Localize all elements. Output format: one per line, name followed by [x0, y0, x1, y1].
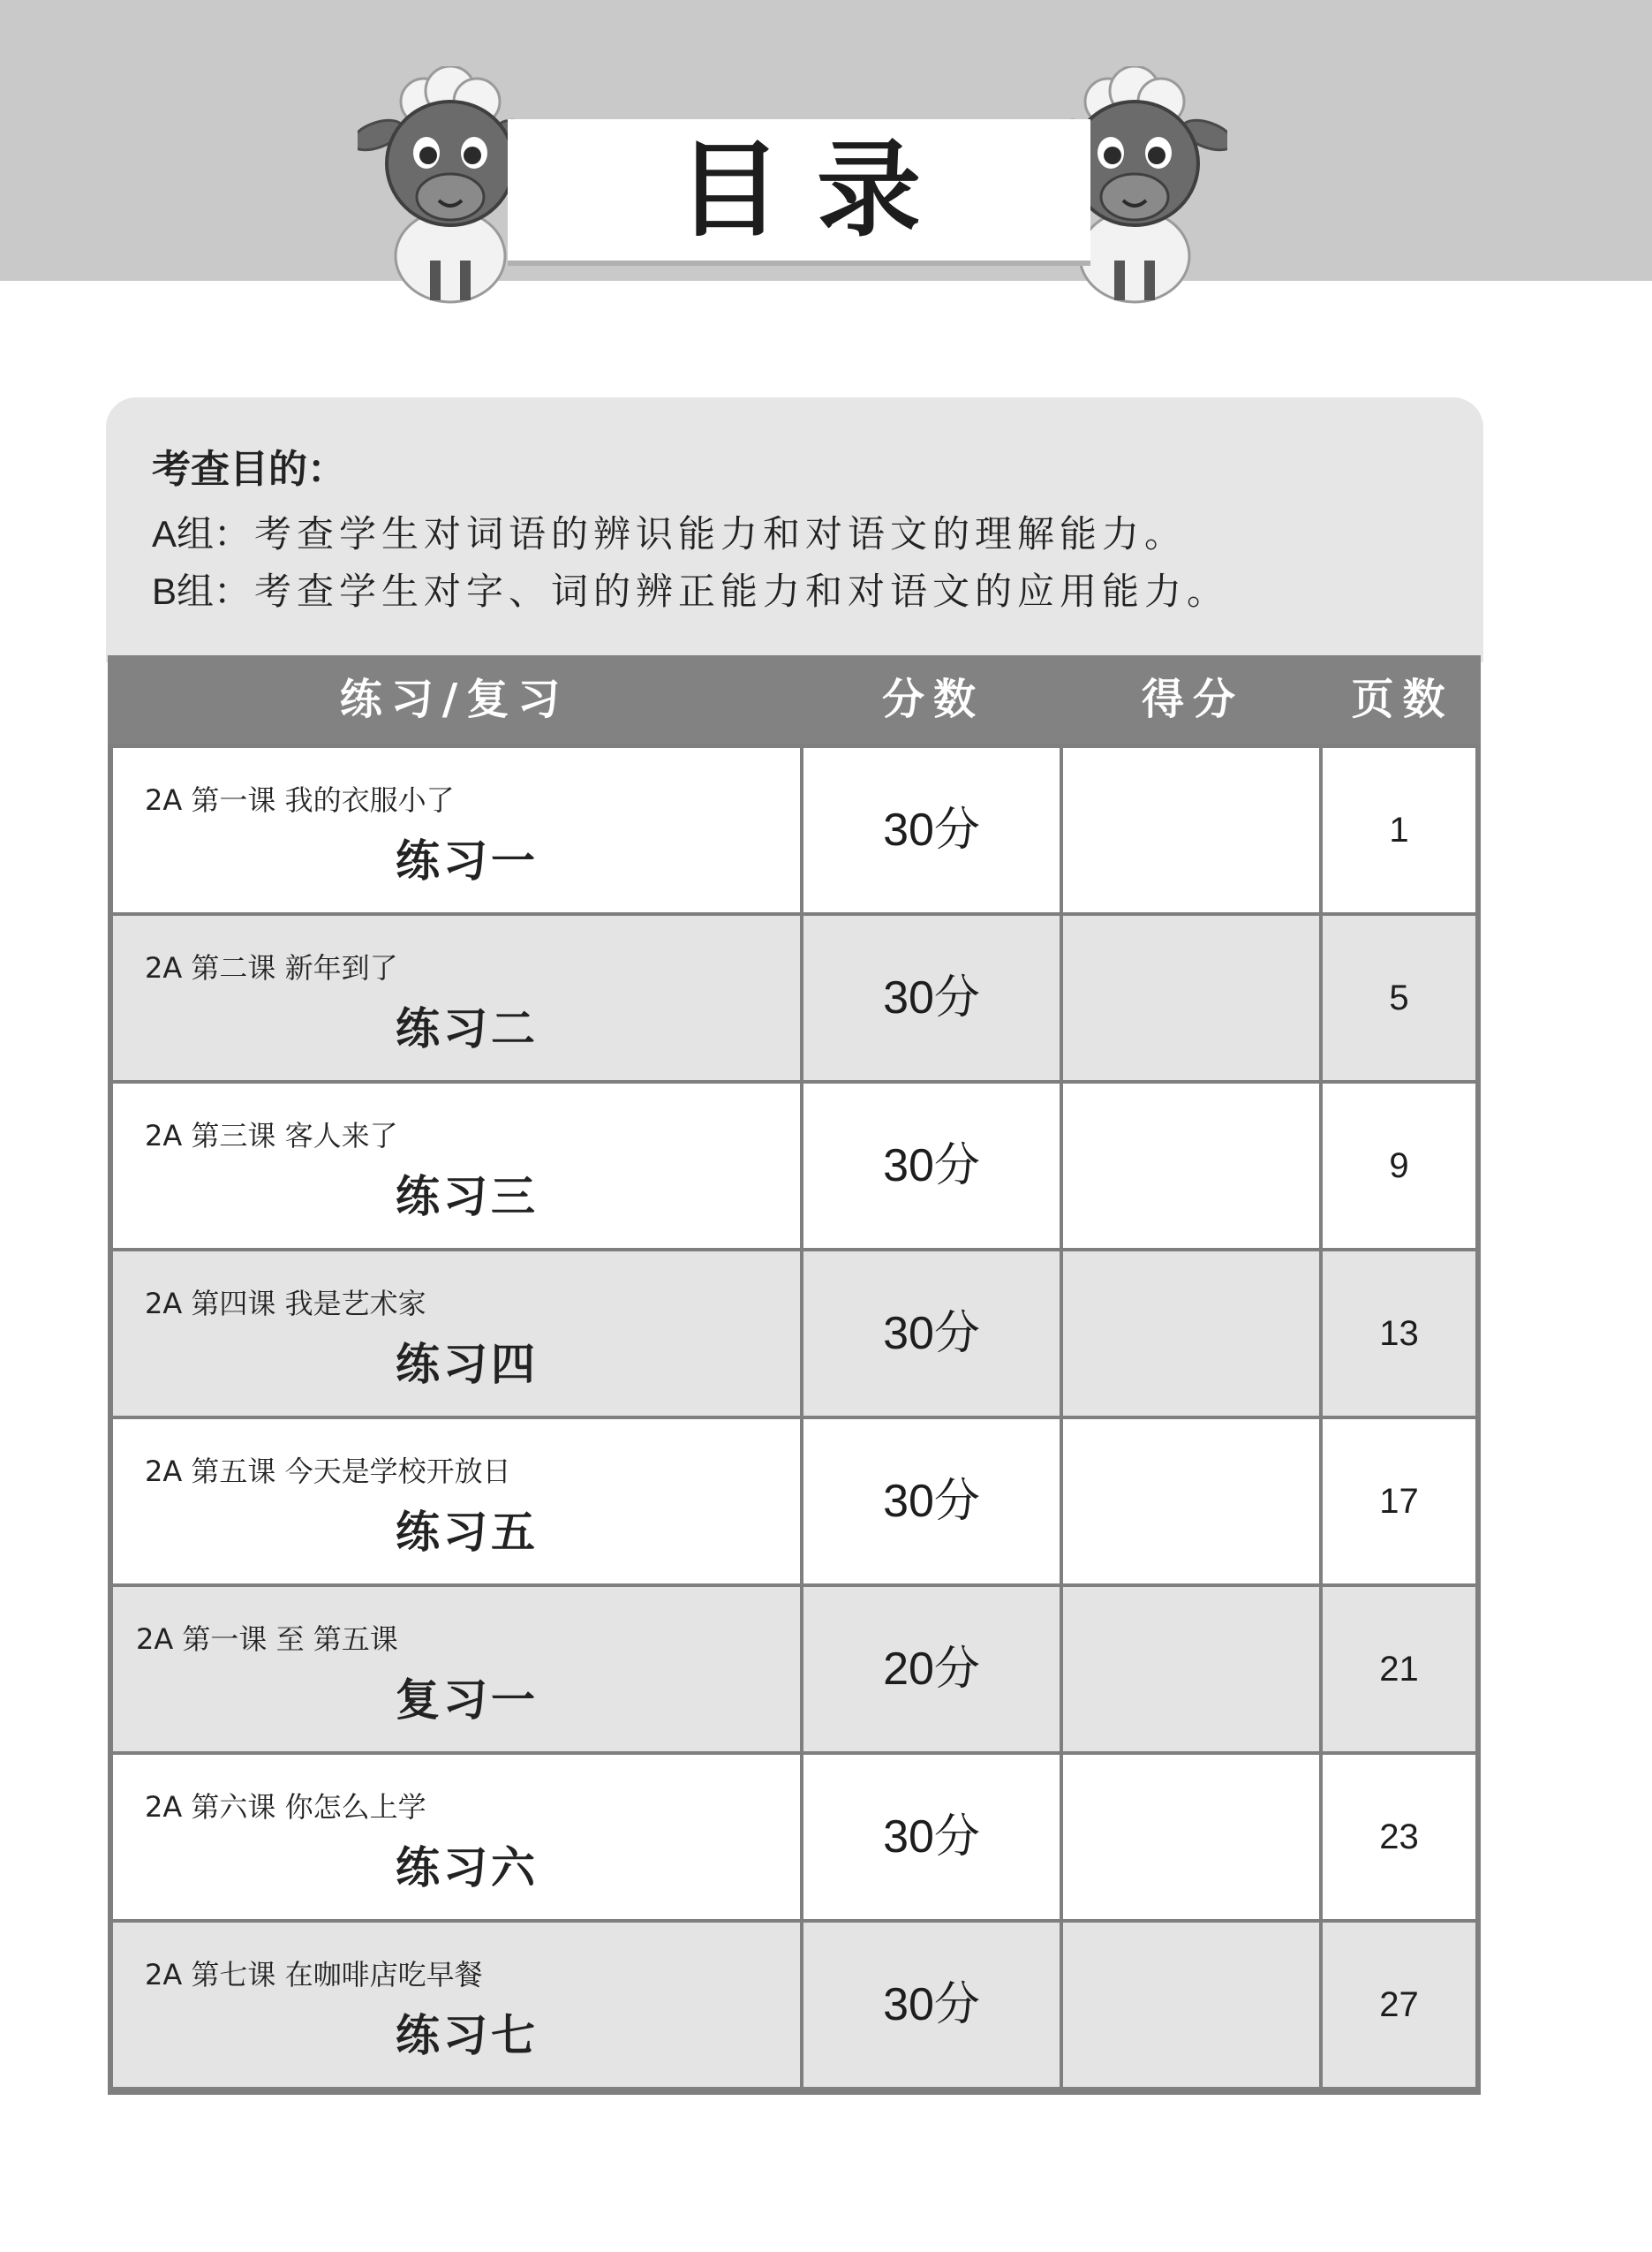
- purpose-group-label: B组：: [152, 571, 252, 612]
- page-number: 13: [1379, 1314, 1419, 1353]
- header-exercise: 练习/复习: [339, 675, 570, 724]
- score-number: 30: [883, 1476, 934, 1527]
- table-row: [113, 1251, 1475, 1416]
- exercise-name: 练习六: [396, 1842, 539, 1893]
- page-cell: [1323, 748, 1475, 912]
- page-number: 21: [1379, 1650, 1419, 1689]
- header-earned: 得分: [1141, 675, 1244, 724]
- table-body: [108, 744, 1481, 2095]
- lesson-title: 2A 第一课 至 第五课: [136, 1622, 398, 1656]
- score-unit: 分: [933, 804, 980, 857]
- earned-score-cell[interactable]: [1063, 1755, 1319, 1919]
- page-number: 27: [1379, 1985, 1419, 2024]
- header-score: 分数: [881, 675, 984, 724]
- score-cell: [803, 1419, 1060, 1583]
- exercise-cell: [113, 1755, 800, 1919]
- score-value: [803, 748, 1060, 912]
- lesson-title: 2A 第二课 新年到了: [145, 951, 398, 985]
- score-value: [803, 1084, 1060, 1248]
- lesson-title: 2A 第一课 我的衣服小了: [145, 783, 455, 817]
- score-number: 30: [883, 1140, 934, 1191]
- earned-score-cell[interactable]: [1063, 916, 1319, 1080]
- score-unit: 分: [933, 1810, 980, 1863]
- score-unit: 分: [933, 1643, 980, 1696]
- header-page: 页数: [1351, 675, 1454, 724]
- exercise-cell: [113, 1923, 800, 2087]
- score-value: [803, 1587, 1060, 1751]
- page-cell: [1323, 1587, 1475, 1751]
- score-unit: 分: [933, 1139, 980, 1192]
- lesson-title: 2A 第七课 在咖啡店吃早餐: [145, 1958, 483, 1991]
- score-cell: [803, 916, 1060, 1080]
- score-number: 30: [883, 805, 934, 856]
- score-number: 30: [883, 1979, 934, 2030]
- score-cell: [803, 1923, 1060, 2087]
- table-row: [113, 1419, 1475, 1583]
- table-header: [108, 655, 1481, 744]
- score-cell: [803, 748, 1060, 912]
- score-value: [803, 916, 1060, 1080]
- table-row: [113, 1755, 1475, 1919]
- score-unit: 分: [933, 1978, 980, 2031]
- score-value: [803, 1755, 1060, 1919]
- earned-score-cell[interactable]: [1063, 1084, 1319, 1248]
- exercise-name: 练习二: [396, 1003, 539, 1054]
- lesson-title: 2A 第四课 我是艺术家: [145, 1287, 426, 1320]
- score-unit: 分: [933, 971, 980, 1024]
- lesson-title: 2A 第五课 今天是学校开放日: [145, 1455, 511, 1488]
- exercise-cell: [113, 1251, 800, 1416]
- page-cell: [1323, 1923, 1475, 2087]
- exercise-name: 练习一: [396, 835, 539, 887]
- page-title: 目录: [676, 128, 956, 251]
- score-value: [803, 1251, 1060, 1416]
- table-row: [113, 1923, 1475, 2087]
- purpose-line-b: [152, 563, 1229, 616]
- score-number: 20: [883, 1644, 934, 1695]
- table-row: [113, 916, 1475, 1080]
- score-number: 30: [883, 1811, 934, 1863]
- exercise-name: 练习三: [396, 1171, 539, 1222]
- score-unit: 分: [933, 1475, 980, 1528]
- purpose-description: 考查学生对词语的辨识能力和对语文的理解能力。: [254, 512, 1188, 555]
- exercise-cell: [113, 916, 800, 1080]
- exercise-name: 练习五: [396, 1507, 539, 1558]
- score-value: [803, 1923, 1060, 2087]
- purpose-line-a: [152, 505, 1187, 558]
- score-value: [803, 1419, 1060, 1583]
- score-number: 30: [883, 1308, 934, 1359]
- score-number: 30: [883, 972, 934, 1024]
- table-row: [113, 1587, 1475, 1751]
- page-number: 9: [1389, 1146, 1409, 1185]
- exercise-name: 练习七: [396, 2010, 539, 2061]
- score-cell: [803, 1755, 1060, 1919]
- score-cell: [803, 1587, 1060, 1751]
- earned-score-cell[interactable]: [1063, 1251, 1319, 1416]
- lesson-title: 2A 第三课 客人来了: [145, 1119, 398, 1152]
- earned-score-cell[interactable]: [1063, 1587, 1319, 1751]
- earned-score-cell[interactable]: [1063, 1923, 1319, 2087]
- score-cell: [803, 1084, 1060, 1248]
- table-row: [113, 748, 1475, 912]
- exercise-cell: [113, 748, 800, 912]
- exercise-cell: [113, 1587, 800, 1751]
- page-number: 23: [1379, 1817, 1419, 1856]
- table-row: [113, 1084, 1475, 1248]
- lesson-title: 2A 第六课 你怎么上学: [145, 1790, 426, 1824]
- page-number: 5: [1389, 979, 1409, 1017]
- page-number: 17: [1379, 1482, 1419, 1521]
- page-cell: [1323, 1755, 1475, 1919]
- purpose-description: 考查学生对字、词的辨正能力和对语文的应用能力。: [254, 570, 1230, 613]
- exercise-name: 复习一: [396, 1674, 539, 1726]
- page-number: 1: [1389, 811, 1409, 850]
- exercise-cell: [113, 1084, 800, 1248]
- earned-score-cell[interactable]: [1063, 748, 1319, 912]
- earned-score-cell[interactable]: [1063, 1419, 1319, 1583]
- page-cell: [1323, 1419, 1475, 1583]
- purpose-group-label: A组：: [152, 513, 252, 555]
- score-cell: [803, 1251, 1060, 1416]
- score-unit: 分: [933, 1307, 980, 1360]
- exercise-name: 练习四: [396, 1339, 539, 1390]
- purpose-title: 考查目的：: [152, 447, 346, 492]
- page-cell: [1323, 916, 1475, 1080]
- page-cell: [1323, 1251, 1475, 1416]
- page-cell: [1323, 1084, 1475, 1248]
- exercise-cell: [113, 1419, 800, 1583]
